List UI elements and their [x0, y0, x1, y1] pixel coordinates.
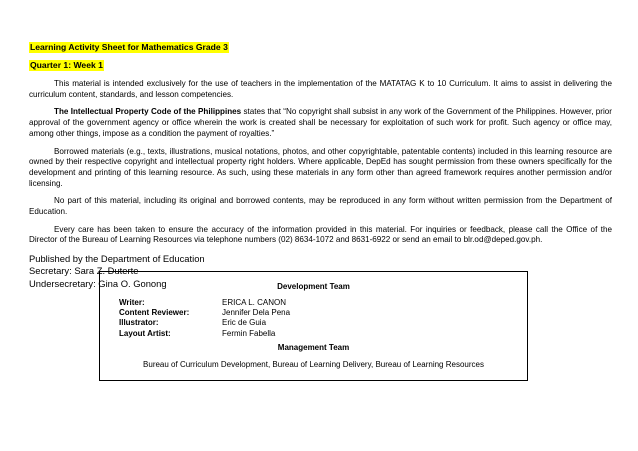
- credit-role: Layout Artist:: [119, 328, 171, 338]
- undersecretary: Undersecretary: Gina O. Gonong: [29, 277, 167, 289]
- credit-name: Eric de Guia: [222, 318, 267, 328]
- document-title: Learning Activity Sheet for Mathematics Grade 3: [30, 42, 228, 52]
- credit-name: Fermin Fabella: [222, 328, 276, 338]
- credit-name: ERICA L. CANON: [222, 298, 287, 307]
- ip-code-text: states that “No copyright shall subsist in any work of the Government of the Philippines. However, prior approval of the government agency or office wherein the work is created shall be necessary for exploitation of such work for profit. Such agency or office may, among other things, impose as a condition the payment of royalties.”: [29, 107, 613, 138]
- development-team-heading: Development Team: [277, 282, 350, 291]
- team-box: [99, 271, 528, 381]
- paragraph-borrowed-materials: Borrowed materials (e.g., texts, illustrations, musical notations, photos, and other copyrightable, patentable contents) included in this learning resource are owned by their respective copyright and intellectual property right holders. Where applicable, DepEd has sought permission from these owners specifically for the development and printing of this learning resource. As such, using these materials in any form other than agreed framework requires another permission and/or licensing.: [29, 146, 612, 188]
- management-team-text: Bureau of Curriculum Development, Bureau of Learning Delivery, Bureau of Learning Resources: [143, 360, 484, 369]
- credit-role: Content Reviewer:: [119, 308, 190, 318]
- document-page: [29, 37, 612, 290]
- paragraph-accuracy: Every care has been taken to ensure the accuracy of the information provided in this material. For inquiries or feedback, please call the Office of the Director of the Bureau of Learning Resources via telephone numbers (02) 8634-1072 and 8631-6922 or send an email to blr.od@deped.gov.ph.: [29, 224, 612, 245]
- credits-list: [119, 298, 290, 339]
- title-block: [29, 37, 612, 73]
- credit-row-illustrator: [119, 318, 290, 328]
- paragraph-purpose: This material is intended exclusively for the use of teachers in the implementation of the MATATAG K to 10 Curriculum. It aims to assist in delivering the curriculum content, standards, and lesson competencies.: [29, 79, 612, 99]
- secretary: Secretary: Sara Z. Duterte: [29, 265, 139, 277]
- credit-row-content-reviewer: [119, 308, 290, 318]
- credit-row-writer: [119, 298, 290, 308]
- credit-name: Jennifer Dela Pena: [222, 308, 291, 318]
- ip-code-bold-text: The Intellectual Property Code of the Philippines: [54, 107, 242, 117]
- credit-role: Illustrator:: [119, 318, 159, 328]
- credit-row-layout-artist: [119, 329, 290, 339]
- management-team-heading: Management Team: [277, 343, 350, 352]
- document-subtitle: Quarter 1: Week 1: [30, 60, 103, 70]
- published-by: Published by the Department of Education: [29, 253, 205, 265]
- paragraph-ip-code: [29, 107, 612, 139]
- paragraph-reproduction: No part of this material, including its original and borrowed contents, may be reproduced in any form without written permission from the Department of Education.: [29, 196, 612, 217]
- credit-role: Writer:: [119, 298, 145, 307]
